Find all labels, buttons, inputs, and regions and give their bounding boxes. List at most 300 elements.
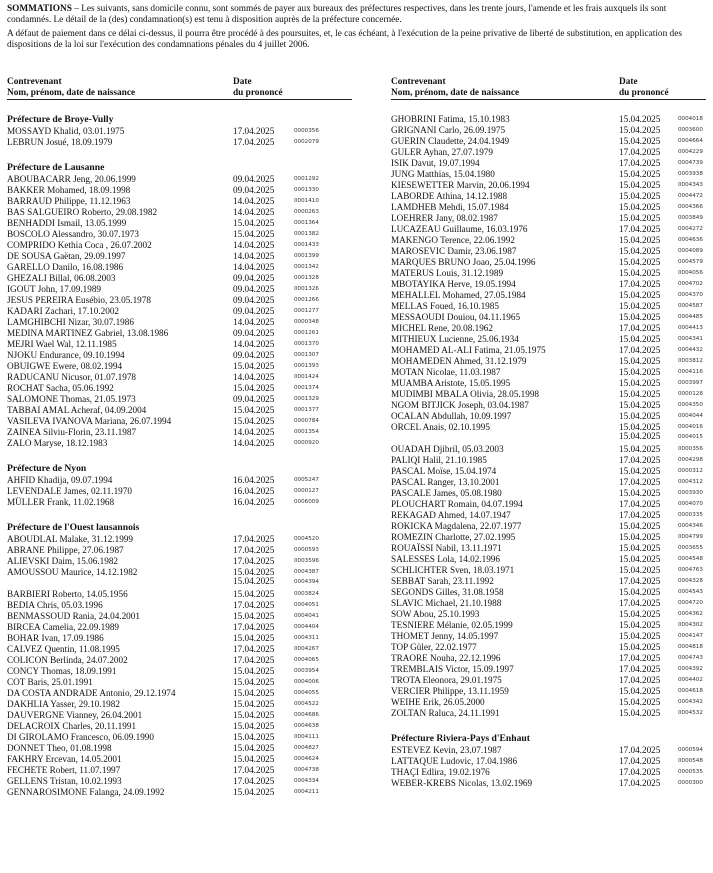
reference-number: 0004044 xyxy=(678,413,703,419)
date-prononce: 15.04.2025 xyxy=(619,466,661,476)
table-row xyxy=(391,279,706,290)
reference-number: 0000300 xyxy=(678,780,703,786)
table-row xyxy=(7,787,352,798)
table-row xyxy=(7,207,352,218)
prefecture-section xyxy=(7,114,352,148)
table-row xyxy=(7,556,352,567)
left-column-header xyxy=(7,77,352,100)
reference-number: 0004618 xyxy=(678,688,703,694)
date-prononce: 15.04.2025 xyxy=(619,312,661,322)
table-row xyxy=(7,497,352,508)
date-prononce: 15.04.2025 xyxy=(619,620,661,630)
date-prononce: 16.04.2025 xyxy=(233,497,275,507)
date-prononce: 15.04.2025 xyxy=(233,754,275,764)
table-row xyxy=(391,664,706,675)
table-row xyxy=(391,268,706,279)
date-prononce: 15.04.2025 xyxy=(233,732,275,742)
table-row xyxy=(391,158,706,169)
table-row xyxy=(391,587,706,598)
reference-number: 0004548 xyxy=(678,556,703,562)
table-row xyxy=(7,545,352,556)
reference-number: 0004686 xyxy=(294,712,319,718)
date-prononce: 17.04.2025 xyxy=(619,576,661,586)
table-row xyxy=(7,589,352,600)
table-row xyxy=(391,290,706,301)
date-prononce: 15.04.2025 xyxy=(619,708,661,718)
table-row xyxy=(391,598,706,609)
contrevenant-name: GARELLO Danilo, 16.08.1986 xyxy=(7,262,124,272)
table-row xyxy=(391,312,706,323)
contrevenant-name: SALESSES Lola, 14.02.1996 xyxy=(391,554,500,564)
table-row xyxy=(391,745,706,756)
contrevenant-name: ROMEZIN Charlotte, 27.02.1995 xyxy=(391,532,516,542)
table-row xyxy=(7,677,352,688)
reference-number: 0004229 xyxy=(678,149,703,155)
date-prononce: 09.04.2025 xyxy=(233,350,275,360)
date-prononce: 17.04.2025 xyxy=(233,655,275,665)
contrevenant-name: TESNIERE Mélanie, 02.05.1999 xyxy=(391,620,513,630)
table-row xyxy=(7,339,352,350)
reference-number: 0001342 xyxy=(294,264,319,270)
table-row xyxy=(7,688,352,699)
reference-number: 0001410 xyxy=(294,198,319,204)
reference-number: 0001307 xyxy=(294,352,319,358)
table-row xyxy=(391,147,706,158)
date-prononce: 15.04.2025 xyxy=(619,400,661,410)
table-row xyxy=(391,257,706,268)
reference-number: 0004827 xyxy=(294,745,319,751)
table-row xyxy=(391,334,706,345)
contrevenant-name: MEDINA MARTINEZ Gabriel, 13.08.1986 xyxy=(7,328,169,338)
contrevenant-name: ABOUDLAL Malake, 31.12.1999 xyxy=(7,534,133,544)
date-prononce: 17.04.2025 xyxy=(233,545,275,555)
date-prononce: 14.04.2025 xyxy=(233,196,275,206)
contrevenant-name: ROUAÏSSI Nabil, 13.11.1971 xyxy=(391,543,502,553)
table-row xyxy=(391,389,706,400)
contrevenant-name: LEBRUN Josué, 18.09.1979 xyxy=(7,137,113,147)
table-row xyxy=(391,532,706,543)
table-row xyxy=(7,776,352,787)
reference-number: 0000312 xyxy=(678,468,703,474)
table-row xyxy=(7,486,352,497)
reference-number: 0004432 xyxy=(678,347,703,353)
reference-number: 0004739 xyxy=(678,160,703,166)
contrevenant-name: TREMBLAIS Victor, 15.09.1997 xyxy=(391,664,514,674)
date-prononce: 15.04.2025 xyxy=(233,787,275,797)
table-row xyxy=(7,240,352,251)
table-row xyxy=(391,554,706,565)
contrevenant-name: BOHAR Ivan, 17.09.1986 xyxy=(7,633,104,643)
contrevenant-name: RADUCANU Nicusor, 01.07.1978 xyxy=(7,372,137,382)
reference-number: 0001377 xyxy=(294,407,319,413)
contrevenant-name: BAKKER Mohamed, 18.09.1998 xyxy=(7,185,131,195)
right-column-body xyxy=(391,114,706,789)
contrevenant-name: WEBER-KREBS Nicolas, 13.02.1969 xyxy=(391,778,533,788)
date-prononce: 15.04.2025 xyxy=(619,488,661,498)
reference-number: 0004743 xyxy=(678,655,703,661)
table-row xyxy=(7,666,352,677)
date-prononce: 09.04.2025 xyxy=(233,185,275,195)
header-contrevenant-line2: Nom, prénom, date de naissance xyxy=(391,87,520,98)
contrevenant-name: VASILEVA IVANOVA Mariana, 26.07.1994 xyxy=(7,416,172,426)
date-prononce: 15.04.2025 xyxy=(233,229,275,239)
table-row xyxy=(391,499,706,510)
contrevenant-name: BAS SALGUEIRO Roberto, 29.08.1982 xyxy=(7,207,158,217)
reference-number: 0004543 xyxy=(678,589,703,595)
contrevenant-name: GHEZALI Billal, 06.08.2003 xyxy=(7,273,116,283)
reference-number: 0004738 xyxy=(294,767,319,773)
contrevenant-name: TRAORE Nouha, 22.12.1996 xyxy=(391,653,501,663)
date-prononce: 17.04.2025 xyxy=(233,644,275,654)
table-row xyxy=(391,631,706,642)
date-prononce: 15.04.2025 xyxy=(619,334,661,344)
reference-number: 0001424 xyxy=(294,374,319,380)
header-date xyxy=(619,77,669,98)
date-prononce: 17.04.2025 xyxy=(619,598,661,608)
contrevenant-name: MATERUS Louis, 31.12.1989 xyxy=(391,268,504,278)
reference-number: 0003824 xyxy=(294,591,319,597)
reference-number: 0004579 xyxy=(678,259,703,265)
reference-number: 0006009 xyxy=(294,499,319,505)
header-contrevenant-line1: Contrevenant xyxy=(391,77,446,87)
date-prononce: 15.04.2025 xyxy=(619,367,661,377)
contrevenant-name: DELACROIX Charles, 20.11.1991 xyxy=(7,721,137,731)
table-row xyxy=(391,224,706,235)
reference-number: 0004055 xyxy=(294,690,319,696)
prefecture-section xyxy=(7,522,352,798)
reference-number: 0003812 xyxy=(678,358,703,364)
contrevenant-name: REKAGAD Ahmed, 14.07.1947 xyxy=(391,510,511,520)
reference-number: 0001393 xyxy=(294,363,319,369)
table-row xyxy=(7,350,352,361)
contrevenant-name: MUDIMBI MBALA Olivia, 28.05.1998 xyxy=(391,389,540,399)
date-prononce: 17.04.2025 xyxy=(619,653,661,663)
header-contrevenant xyxy=(7,77,135,98)
contrevenant-name: ROCHAT Sacha, 05.06.1992 xyxy=(7,383,114,393)
date-prononce: 15.04.2025 xyxy=(619,631,661,641)
reference-number: 0003930 xyxy=(678,490,703,496)
reference-number-additional: 0004394 xyxy=(294,579,319,585)
contrevenant-name: DONNET Theo, 01.08.1998 xyxy=(7,743,112,753)
date-prononce: 15.04.2025 xyxy=(619,686,661,696)
contrevenant-name: ABOUBACARR Jeng, 20.06.1999 xyxy=(7,174,136,184)
date-prononce: 15.04.2025 xyxy=(619,532,661,542)
date-prononce: 14.04.2025 xyxy=(233,339,275,349)
contrevenant-name: TOP Güler, 22.02.1977 xyxy=(391,642,477,652)
prefecture-section xyxy=(391,114,706,719)
table-row xyxy=(391,565,706,576)
contrevenant-name: MAKENGO Terence, 22.06.1992 xyxy=(391,235,515,245)
contrevenant-name: JESUS PEREIRA Eusébio, 23.05.1978 xyxy=(7,295,151,305)
date-prononce: 15.04.2025 xyxy=(619,213,661,223)
reference-number: 0004342 xyxy=(678,699,703,705)
date-prononce: 14.04.2025 xyxy=(233,251,275,261)
prefecture-title: Préfecture de Nyon xyxy=(7,463,87,474)
contrevenant-name: GENNAROSIMONE Falanga, 24.09.1992 xyxy=(7,787,165,797)
date-prononce: 14.04.2025 xyxy=(233,438,275,448)
date-prononce: 17.04.2025 xyxy=(619,158,661,168)
header-date-line1: Date xyxy=(233,77,252,87)
contrevenant-name: MUAMBA Aristote, 15.05.1995 xyxy=(391,378,511,388)
reference-number: 0004522 xyxy=(294,701,319,707)
reference-number: 0004638 xyxy=(294,723,319,729)
reference-number: 0000356 xyxy=(678,446,703,452)
date-prononce: 17.04.2025 xyxy=(619,345,661,355)
reference-number: 0004089 xyxy=(678,248,703,254)
table-row xyxy=(391,114,706,125)
reference-number: 0004056 xyxy=(678,270,703,276)
table-row xyxy=(7,416,352,427)
reference-number: 0000348 xyxy=(294,319,319,325)
table-row xyxy=(391,488,706,499)
table-row xyxy=(391,213,706,224)
reference-number: 0000263 xyxy=(294,209,319,215)
reference-number: 0004341 xyxy=(678,336,703,342)
table-row xyxy=(7,438,352,449)
reference-number: 0001382 xyxy=(294,231,319,237)
contrevenant-name: PALIQI Halil, 21.10.1985 xyxy=(391,455,487,465)
date-prononce: 14.04.2025 xyxy=(233,317,275,327)
date-prononce: 15.04.2025 xyxy=(619,444,661,454)
date-prononce: 15.04.2025 xyxy=(233,699,275,709)
reference-number: 0003954 xyxy=(294,668,319,674)
left-column-body xyxy=(7,114,352,798)
reference-number: 0001374 xyxy=(294,385,319,391)
contrevenant-name: VERCIER Philippe, 13.11.1959 xyxy=(391,686,509,696)
date-prononce: 15.04.2025 xyxy=(619,554,661,564)
reference-number: 0004298 xyxy=(678,457,703,463)
table-row xyxy=(391,235,706,246)
reference-number: 0004485 xyxy=(678,314,703,320)
table-row xyxy=(7,721,352,732)
date-prononce: 09.04.2025 xyxy=(233,284,275,294)
reference-number: 0001328 xyxy=(294,275,319,281)
table-row xyxy=(7,317,352,328)
reference-number: 0004392 xyxy=(678,666,703,672)
reference-number: 0001364 xyxy=(294,220,319,226)
contrevenant-name: PASCAL Moïse, 15.04.1974 xyxy=(391,466,497,476)
date-prononce: 17.04.2025 xyxy=(619,510,661,520)
table-row xyxy=(7,295,352,306)
contrevenant-name: LEVENDALE James, 02.11.1970 xyxy=(7,486,132,496)
date-prononce: 09.04.2025 xyxy=(233,328,275,338)
table-row xyxy=(7,534,352,545)
date-prononce: 15.04.2025 xyxy=(619,202,661,212)
contrevenant-name: MITHIEUX Lucienne, 25.06.1934 xyxy=(391,334,519,344)
date-prononce: 15.04.2025 xyxy=(233,589,275,599)
contrevenant-name: NJOKU Endurance, 09.10.1994 xyxy=(7,350,125,360)
contrevenant-name: COMPRIDO Kethia Coca , 26.07.2002 xyxy=(7,240,152,250)
contrevenant-name: MEHALLEL Mohamed, 27.05.1984 xyxy=(391,290,526,300)
table-row xyxy=(391,345,706,356)
table-row xyxy=(391,642,706,653)
table-row xyxy=(391,455,706,466)
date-prononce: 15.04.2025 xyxy=(619,114,661,124)
date-prononce: 15.04.2025 xyxy=(233,743,275,753)
contrevenant-name: BOSCOLO Alessandro, 30.07.1973 xyxy=(7,229,139,239)
table-row xyxy=(391,444,706,455)
date-prononce: 17.04.2025 xyxy=(619,778,661,788)
contrevenant-name: MOHAMEDEN Ahmed, 31.12.1979 xyxy=(391,356,527,366)
table-row xyxy=(391,411,706,422)
date-prononce: 17.04.2025 xyxy=(233,765,275,775)
reference-number: 0000335 xyxy=(678,512,703,518)
contrevenant-name: BARBIERI Roberto, 14.05.1956 xyxy=(7,589,128,599)
header-date-line1: Date xyxy=(619,77,638,87)
date-prononce: 15.04.2025 xyxy=(233,633,275,643)
reference-number-additional: 0004015 xyxy=(678,434,703,440)
prefecture-title: Préfecture Riviera-Pays d'Enhaut xyxy=(391,733,530,744)
intro-paragraph-1 xyxy=(7,4,707,26)
contrevenant-name: DE SOUSA Gaëtan, 29.09.1997 xyxy=(7,251,126,261)
reference-number: 0002079 xyxy=(294,139,319,145)
table-row xyxy=(391,169,706,180)
table-row xyxy=(7,383,352,394)
reference-number: 0004065 xyxy=(294,657,319,663)
contrevenant-name: MEJRI Wael Wal, 12.11.1985 xyxy=(7,339,117,349)
contrevenant-name: THOMET Jenny, 14.05.1997 xyxy=(391,631,499,641)
table-row xyxy=(391,136,706,147)
table-row xyxy=(7,710,352,721)
date-prononce: 15.04.2025 xyxy=(619,235,661,245)
table-row xyxy=(391,675,706,686)
table-row xyxy=(391,778,706,789)
table-row xyxy=(391,767,706,778)
contrevenant-name: THAÇI Edlira, 19.02.1976 xyxy=(391,767,490,777)
reference-number: 0004302 xyxy=(678,622,703,628)
reference-number: 0004636 xyxy=(678,237,703,243)
contrevenant-name: PASCAL Ranger, 13.10.2001 xyxy=(391,477,500,487)
contrevenant-name: LUCAZEAU Guillaume, 16.03.1976 xyxy=(391,224,528,234)
contrevenant-name: MÜLLER Frank, 11.02.1968 xyxy=(7,497,115,507)
prefecture-section xyxy=(7,162,352,449)
contrevenant-name: OBUIGWE Ewere, 08.02.1994 xyxy=(7,361,123,371)
table-row xyxy=(391,356,706,367)
date-prononce: 16.04.2025 xyxy=(233,475,275,485)
contrevenant-name: OUADAH Djibril, 05.03.2003 xyxy=(391,444,504,454)
table-row xyxy=(391,400,706,411)
table-row xyxy=(7,622,352,633)
date-prononce: 15.04.2025 xyxy=(233,405,275,415)
date-prononce: 17.04.2025 xyxy=(619,756,661,766)
table-row xyxy=(7,273,352,284)
contrevenant-name: GELLENS Tristan, 10.02.1993 xyxy=(7,776,122,786)
date-prononce: 15.04.2025 xyxy=(619,642,661,652)
table-row xyxy=(7,262,352,273)
reference-number: 0000594 xyxy=(678,747,703,753)
contrevenant-name: SALOMONE Thomas, 21.05.1973 xyxy=(7,394,136,404)
date-prononce: 15.04.2025 xyxy=(619,565,661,575)
reference-number: 0004211 xyxy=(294,789,319,795)
table-row xyxy=(7,633,352,644)
contrevenant-name: CALVEZ Quentin, 11.08.1995 xyxy=(7,644,120,654)
reference-number: 0004532 xyxy=(678,710,703,716)
contrevenant-name: GHOBRINI Fatima, 15.10.1983 xyxy=(391,114,510,124)
date-prononce: 17.04.2025 xyxy=(619,675,661,685)
header-contrevenant xyxy=(391,77,519,98)
date-prononce: 14.04.2025 xyxy=(233,372,275,382)
reference-number: 0004366 xyxy=(678,204,703,210)
table-row xyxy=(7,306,352,317)
date-prononce: 15.04.2025 xyxy=(619,543,661,553)
prefecture-title: Préfecture de Broye-Vully xyxy=(7,114,114,125)
contrevenant-name: TABBAI AMAL Acheraf, 04.09.2004 xyxy=(7,405,147,415)
left-column xyxy=(7,77,352,798)
contrevenant-name: MESSAOUDI Douiou, 04.11.1965 xyxy=(391,312,521,322)
date-prononce: 15.04.2025 xyxy=(619,521,661,531)
reference-number: 0001370 xyxy=(294,341,319,347)
date-prononce: 15.04.2025 xyxy=(619,290,661,300)
intro-text-1: – Les suivants, sans domicile connu, sont sommés de payer aux bureaux des préfectures respectives, dans les trente jours, l'amende et les frais auxquels ils sont condamnés. Le détail de la (des) condamnation(s) est tenu à disposition auprès de la préfecture concernée. xyxy=(7,4,667,25)
reference-number: 0003938 xyxy=(678,171,703,177)
contrevenant-name: WEIHE Erik, 26.05.2000 xyxy=(391,697,485,707)
table-row xyxy=(7,185,352,196)
contrevenant-name: COT Baris, 25.01.1991 xyxy=(7,677,93,687)
table-row xyxy=(391,477,706,488)
date-prononce: 09.04.2025 xyxy=(233,273,275,283)
reference-number: 0000784 xyxy=(294,418,319,424)
date-prononce: 17.04.2025 xyxy=(619,664,661,674)
table-row xyxy=(7,196,352,207)
reference-number: 0003655 xyxy=(678,545,703,551)
contrevenant-name: MOTAN Nicolae, 11.03.1987 xyxy=(391,367,501,377)
intro xyxy=(7,4,707,54)
contrevenant-name: MOSSAYD Khalid, 03.01.1975 xyxy=(7,126,125,136)
table-row xyxy=(7,251,352,262)
table-row xyxy=(391,576,706,587)
reference-number: 0004587 xyxy=(678,303,703,309)
reference-number: 0004070 xyxy=(678,501,703,507)
reference-number: 0004051 xyxy=(294,602,319,608)
reference-number: 0004267 xyxy=(294,646,319,652)
reference-number: 0004763 xyxy=(678,567,703,573)
date-prononce: 17.04.2025 xyxy=(619,279,661,289)
date-prononce: 15.04.2025 xyxy=(233,361,275,371)
reference-number: 0004312 xyxy=(678,479,703,485)
reference-number: 0001277 xyxy=(294,308,319,314)
contrevenant-name: ZOLTAN Raluca, 24.11.1991 xyxy=(391,708,500,718)
table-row xyxy=(7,732,352,743)
reference-number: 0004472 xyxy=(678,193,703,199)
reference-number: 0004006 xyxy=(294,679,319,685)
reference-number: 0004116 xyxy=(678,369,703,375)
table-row xyxy=(391,367,706,378)
prefecture-section xyxy=(7,463,352,508)
reference-number: 0000593 xyxy=(294,547,319,553)
reference-number: 0000920 xyxy=(294,440,319,446)
contrevenant-name: BENMASSOUD Rania, 24.04.2001 xyxy=(7,611,140,621)
table-row xyxy=(7,765,352,776)
right-column-header xyxy=(391,77,706,100)
table-row xyxy=(391,323,706,334)
date-prononce: 15.04.2025 xyxy=(233,688,275,698)
date-prononce: 17.04.2025 xyxy=(233,126,275,136)
contrevenant-name: MICHEL Rene, 20.08.1962 xyxy=(391,323,493,333)
contrevenant-name: MAROSEVIC Damir, 23.06.1987 xyxy=(391,246,517,256)
table-row xyxy=(7,229,352,240)
date-prononce: 17.04.2025 xyxy=(619,455,661,465)
reference-number: 0004346 xyxy=(678,523,703,529)
date-prononce: 15.04.2025 xyxy=(619,587,661,597)
reference-number: 0000535 xyxy=(678,769,703,775)
contrevenant-name: JUNG Matthias, 15.04.1980 xyxy=(391,169,495,179)
date-prononce: 15.04.2025 xyxy=(619,125,661,135)
contrevenant-name: ORCEL Anais, 02.10.1995 xyxy=(391,422,490,432)
table-row xyxy=(7,284,352,295)
date-prononce: 09.04.2025 xyxy=(233,306,275,316)
date-prononce: 15.04.2025 xyxy=(233,721,275,731)
date-prononce: 15.04.2025 xyxy=(619,136,661,146)
